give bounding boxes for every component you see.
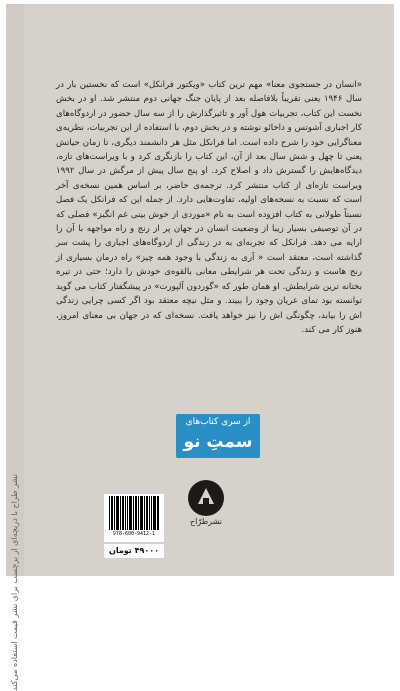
barcode-icon [108,496,160,530]
publisher-name: نشرطرّاح [190,517,222,526]
series-name: سمتِ نو [183,432,253,452]
publisher-logo-icon [186,478,226,518]
spine-text: نشر طراح با دریچه‌ای از برچسب برای نشر قیمت استفاده می‌کند [10,474,19,691]
isbn-text: 978-600-9412-1 [112,531,156,537]
barcode-label [104,494,164,542]
book-back-cover [6,4,394,691]
series-badge [176,414,260,458]
series-label: از سری کتاب‌های [185,417,251,427]
price-label: ۴۹۰۰۰ تومان [104,544,164,558]
blurb-text: «انسان در جستجوی معنا» مهم ترین کتاب «ویکتور فرانکل» است که نخستین بار در سال ۱۹۴۶ یعنی تقریباً بلافاصله بعد از پایان جنگ جهانی دوم منتشر شد. او در بخش نخست این کتاب، تجربیات هول آور و تاثیرگذارش را از سه سال حضور در اردوگاه‌های کار اجباری آشوتس و داخائو نوشته و در بخش دوم، با استفاده از این تجربیات، نظریه‌ی معناگرایی خود را شرح داده است. اما فرانکل مثل هر دانشمند دیگری، تا زمان حیاتش یعنی تا چهل و شش سال بعد از آن، این کتاب را بازنگری کرد و با ویراست‌های تازه، دیدگاه‌هایش را گسترش داد و اصلاح کرد. او پنج سال پیش از مرگش در سال ۱۹۹۲ ویراست تازه‌ای از کتاب منتشر کرد. ترجمه‌ی حاضر، بر اساس همین نسخه‌ی آخر است که نسبت به نسخه‌های اولیه، تفاوت‌هایی دارد. از جمله این که فرانکل یک فصل نسبتاً طولانی به کتاب افزوده است به نام «موردی از خوش بینی غم انگیز» فصلی که در آن توصیفی بسیار زیبا از وضعیت انسان در جهان پر از رنج و راه مواجهه با آن را ارایه می دهد. فرانکل که تجربه‌ای به در زندگی از اردوگاه‌های اجباری را پشت سر گذاشته است، معتقد است « آری به زندگی با وجود همه چیز» راه درمان بسیاری از رنج هاست و زندگی تحت هر شرایطی معانی بالقوه‌ی خودش را دارد؛ حتی در تیره بختانه ترین شرایطش. او همان طور که «گوردون آلپورت» در پیشگفتار کتاب می گوید توانسته بود تمای عریان وجود را ببیند. و مثل نیچه معتقد بود اگر کسی چرایی زندگی اش را بیابد، چگونگی اش را نیز خواهد یافت. نسخه‌ای که در جهان بی معنای امروز، هنوز کار می کند. [56,80,363,335]
